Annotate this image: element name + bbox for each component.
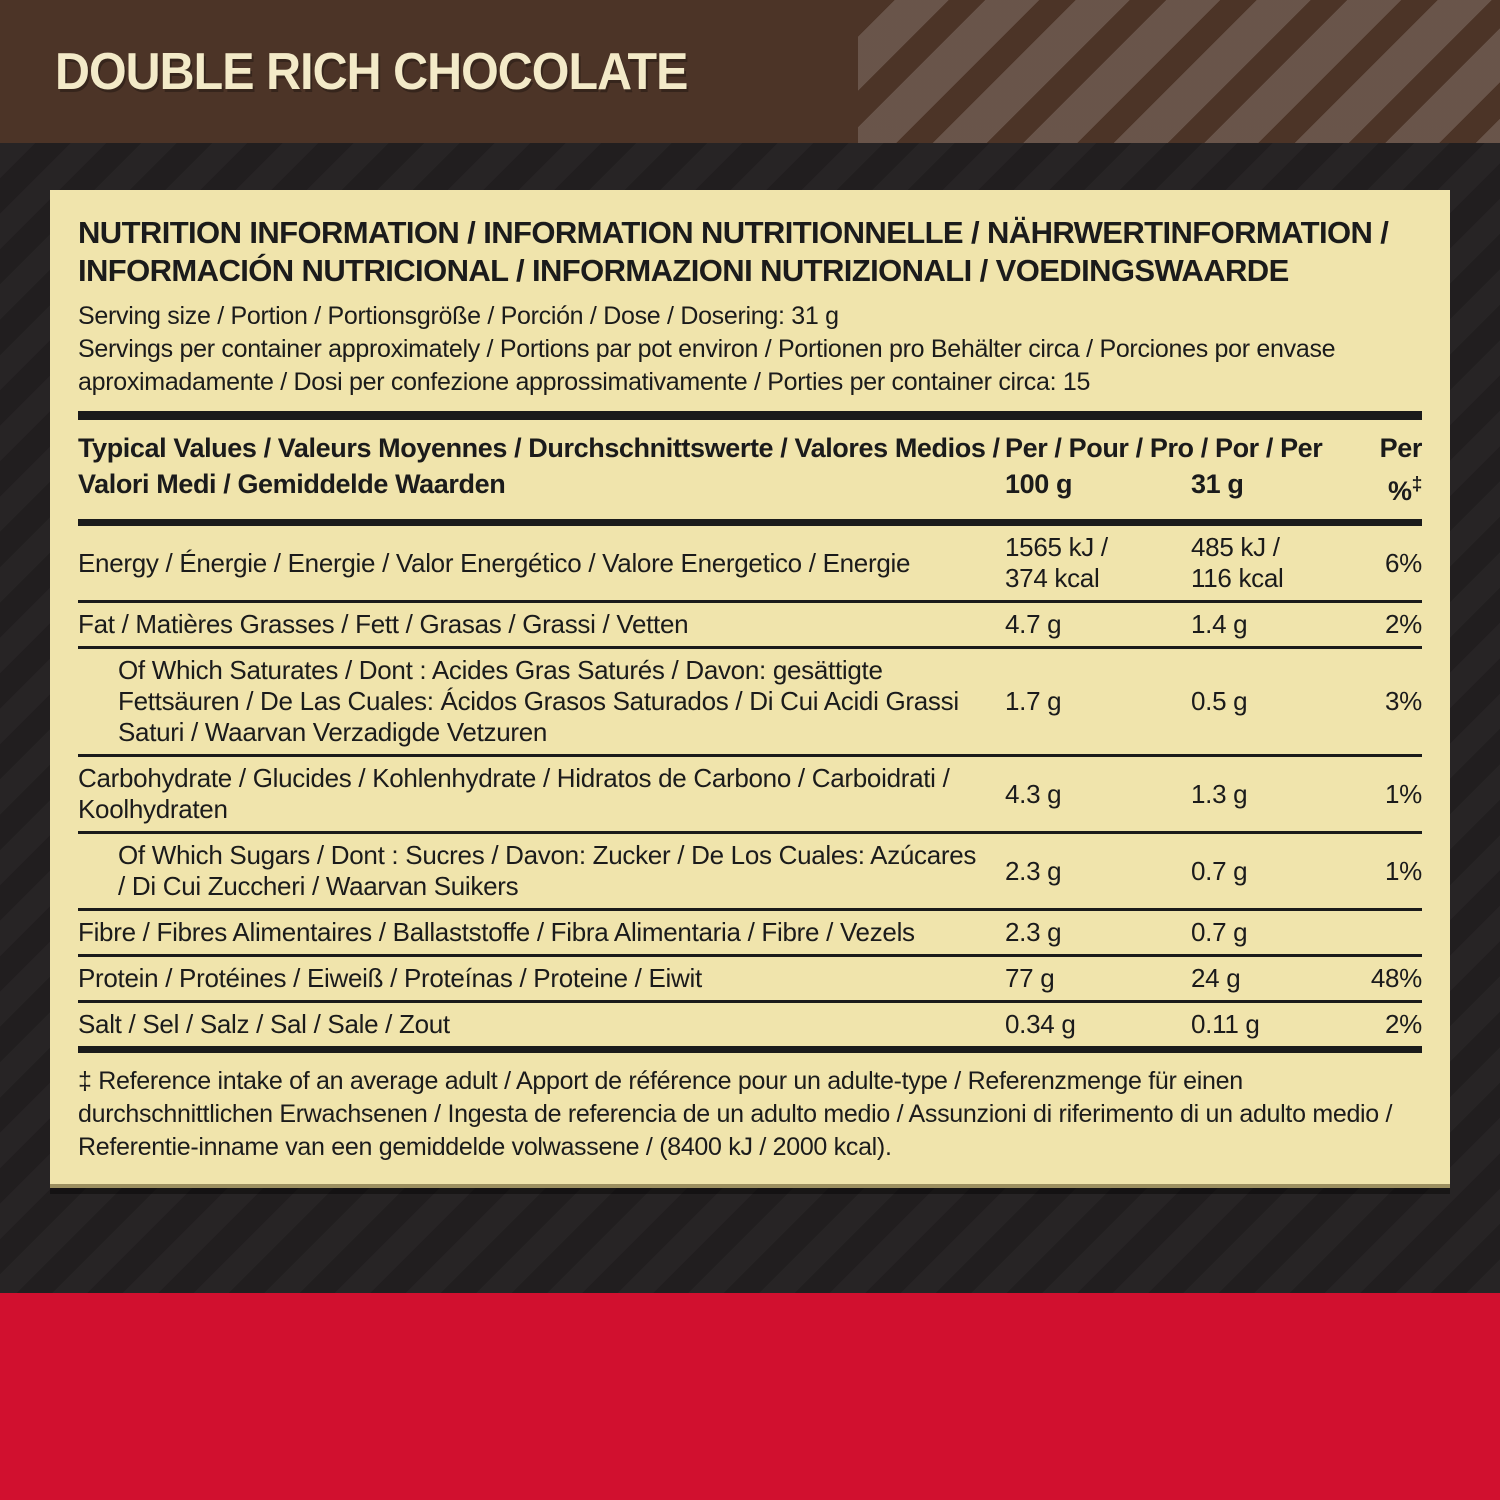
value-percent-ri: 1% [1385, 855, 1422, 886]
value-per-serving: 1.4 g [1191, 609, 1248, 639]
value-per-serving: 0.7 g [1191, 855, 1248, 886]
table-row [78, 1003, 1422, 1046]
table-top-bar [78, 411, 1422, 420]
flavor-header [0, 0, 1500, 143]
row-label: Of Which Saturates / Dont : Acides Gras Saturés / Davon: gesättigte Fettsäuren / De Las Cuales: Ácidos Grasos Saturados / Di Cui Acidi Grassi Saturi / Waarvan Verzadigde Vetzuren [118, 655, 959, 747]
column-header-100g: 100 g [1005, 469, 1073, 499]
table-row [78, 911, 1422, 957]
header-diagonal-stripes [858, 0, 1500, 143]
value-per-100g: 2.3 g [1005, 855, 1062, 886]
value-per-serving: 1.3 g [1191, 778, 1248, 809]
servings-per-container-text: Servings per container approximately / Portions par pot environ / Portionen pro Behälter circa / Porciones por envase aproximadamente / Dosi per confezione approssimativamente / Porties per container circa: 15 [78, 335, 1336, 396]
value-per-100g: 77 g [1005, 963, 1055, 993]
value-percent-ri: 48% [1370, 963, 1422, 993]
percent-sign: % [1387, 476, 1412, 506]
value-per-100g: 1565 kJ / 374 kcal [1005, 532, 1108, 593]
table-row [78, 649, 1422, 757]
row-label: Energy / Énergie / Energie / Valor Energético / Valore Energetico / Energie [78, 547, 911, 578]
value-per-100g: 1.7 g [1005, 686, 1062, 716]
nutrition-table-body [78, 526, 1422, 1046]
table-header-columns [1005, 430, 1422, 509]
value-percent-ri: 3% [1385, 686, 1422, 716]
flavor-title: DOUBLE RICH CHOCOLATE [55, 42, 688, 101]
column-header-per-languages: Per / Pour / Pro / Por / Per [1005, 433, 1323, 463]
value-percent-ri: 1% [1385, 778, 1422, 809]
value-per-serving: 0.7 g [1191, 917, 1248, 947]
value-per-100g: 4.7 g [1005, 609, 1062, 639]
value-per-100g: 0.34 g [1005, 1009, 1076, 1039]
row-label: Of Which Sugars / Dont : Sucres / Davon: Zucker / De Los Cuales: Azúcares / Di Cui Zuccheri / Waarvan Suikers [118, 840, 977, 901]
column-header-percent [1323, 466, 1422, 509]
table-row [78, 834, 1422, 911]
table-row [78, 526, 1422, 603]
value-per-serving: 0.5 g [1191, 686, 1248, 716]
table-bottom-bar [78, 1046, 1422, 1053]
row-label: Fat / Matières Grasses / Fett / Grasas / Grassi / Vetten [78, 609, 689, 639]
row-label: Protein / Protéines / Eiweiß / Proteínas / Proteine / Eiwit [78, 963, 702, 993]
column-header-per: Per [1379, 433, 1422, 463]
table-header-label: Typical Values / Valeurs Moyennes / Durchschnittswerte / Valores Medios / Valori Medi / Gemiddelde Waarden [78, 433, 1000, 499]
value-per-serving: 0.11 g [1191, 1009, 1260, 1039]
serving-size-text: Serving size / Portion / Portionsgröße / Porción / Dose / Dosering: 31 g [78, 302, 839, 330]
panel-title: NUTRITION INFORMATION / INFORMATION NUTRITIONNELLE / NÄHRWERTINFORMATION / INFORMACIÓN NUTRICIONAL / INFORMAZIONI NUTRIZIONALI / VOEDINGSWAARDE [78, 215, 1389, 288]
red-footer-bar [0, 1293, 1500, 1500]
value-percent-ri: 6% [1385, 547, 1422, 578]
table-row [78, 957, 1422, 1003]
value-percent-ri: 2% [1385, 609, 1422, 639]
row-label: Salt / Sel / Salz / Sal / Sale / Zout [78, 1009, 450, 1039]
row-label: Carbohydrate / Glucides / Kohlenhydrate / Hidratos de Carbono / Carboidrati / Koolhydraten [78, 763, 950, 824]
table-row [78, 757, 1422, 834]
value-per-serving: 24 g [1191, 963, 1241, 993]
nutrition-panel [50, 190, 1450, 1188]
row-label: Fibre / Fibres Alimentaires / Ballaststoffe / Fibra Alimentaria / Fibre / Vezels [78, 917, 915, 947]
dagger-icon: ‡ [1411, 473, 1422, 495]
value-per-100g: 2.3 g [1005, 917, 1062, 947]
table-row [78, 603, 1422, 649]
column-header-31g: 31 g [1191, 469, 1244, 499]
value-per-100g: 4.3 g [1005, 778, 1062, 809]
value-percent-ri: 2% [1385, 1009, 1422, 1039]
table-header [78, 420, 1422, 526]
striped-background [0, 143, 1500, 1293]
value-per-serving: 485 kJ / 116 kcal [1191, 532, 1284, 593]
reference-intake-footnote: ‡ Reference intake of an average adult / Apport de référence pour un adulte-type / Referenzmenge für einen durchschnittlichen Erwachsenen / Ingesta de referencia de un adulto medio / Assunzioni di riferimento di un adulto medio / Referentie-inname van een gemiddelde volwassene / (8400 kJ / 2000 kcal). [78, 1067, 1393, 1161]
